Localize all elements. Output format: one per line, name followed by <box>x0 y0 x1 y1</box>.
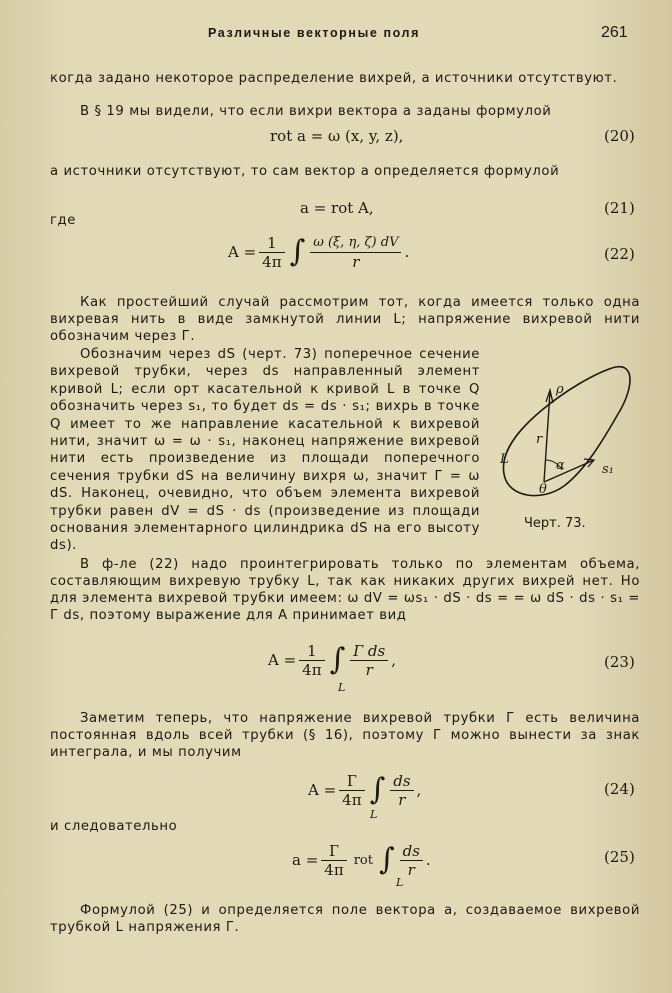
integral-sign: ∫ <box>378 842 395 877</box>
eq25-limit: L <box>396 876 404 889</box>
eq23-tail: , <box>391 651 396 669</box>
equation-22 <box>228 228 409 276</box>
eq24-int-den: r <box>398 790 406 809</box>
equation-20-number: (20) <box>604 127 635 145</box>
eq23-fraction <box>299 642 324 679</box>
eq25-lhs: a = <box>292 851 319 869</box>
equation-23-number: (23) <box>604 653 635 671</box>
eq24-fraction <box>339 772 364 809</box>
eq23-lhs: A = <box>268 651 297 669</box>
equation-24-number: (24) <box>604 780 635 798</box>
eq23-frac-den: 4π <box>302 660 322 679</box>
equation-21-number: (21) <box>604 199 635 217</box>
equation-22-number: (22) <box>604 245 635 263</box>
label-L: L <box>500 452 509 467</box>
eq24-frac-den: 4π <box>342 790 362 809</box>
equation-23 <box>268 636 396 684</box>
eq22-tail: . <box>404 243 410 261</box>
eq24-lhs: A = <box>308 781 337 799</box>
eq25-fraction <box>321 842 346 879</box>
label-r: r <box>536 432 543 447</box>
eq24-limit: L <box>370 808 378 821</box>
page-header <box>0 24 672 48</box>
label-rho: ρ <box>556 382 564 397</box>
eq24-frac-num: Г <box>339 772 364 791</box>
paragraph-7: В ф-ле (22) надо проинтегрировать только по элементам объема, составляющим вихревую трубку L, так как никаких других вихрей нет. Но для элемента вихревой трубки имеем: ω dV = ωs₁ · dS · ds = = ω dS · ds · s₁ = Г ds, поэтому выражение для A принимает вид <box>50 557 640 623</box>
eq22-frac-den: 4π <box>262 252 282 271</box>
eq23-limit: L <box>338 681 346 694</box>
eq22-lhs: A = <box>228 243 257 261</box>
label-theta: θ <box>539 482 547 497</box>
paragraph-3: а источники отсутствуют, то сам вектор a определяется формулой <box>50 164 560 179</box>
eq25-tail: . <box>425 851 431 869</box>
eq25-int-num: ds <box>400 842 423 861</box>
paragraph-9: и следовательно <box>50 819 178 834</box>
equation-24 <box>308 766 421 814</box>
label-alpha: α <box>556 458 565 473</box>
running-head: Различные векторные поля <box>208 26 420 40</box>
paragraph-4: где <box>50 213 76 228</box>
eq23-frac-num: 1 <box>299 642 324 661</box>
eq22-int-den: r <box>352 252 360 271</box>
eq25-int-den: r <box>407 860 415 879</box>
eq23-int-num: Г ds <box>350 642 388 661</box>
eq23-int-den: r <box>365 660 373 679</box>
eq22-frac-num: 1 <box>259 234 284 253</box>
eq24-integrand <box>390 772 413 809</box>
eq22-fraction <box>259 234 284 271</box>
tangent-s1-line <box>544 460 594 482</box>
paragraph-6: Обозначим через dS (черт. 73) поперечное сечение вихревой трубки, через ds направленный элемент кривой L; если орт касательной к кривой L в точке Q обозначить через s₁, то будет ds = ds · s₁; вихрь в точке Q имеет то же направление касательной к вихревой нити, значит ω = ω · s₁, наконец напряжение вихревой нити есть произведение из площади поперечного сечения трубки dS на величину вихря ω, значит Г = ω dS. Наконец, очевидно, что объем элемента вихревой трубки равен dV = dS · ds (произведение из площади основания элементарного цилиндрика dS на его высоту ds). <box>50 347 480 554</box>
eq25-frac-num: Г <box>321 842 346 861</box>
paragraph-10: Формулой (25) и определяется поле вектора a, создаваемое вихревой трубкой L напряжения Г. <box>50 903 640 935</box>
paragraph-2: В § 19 мы видели, что если вихри вектора a заданы формулой <box>80 104 552 119</box>
integral-sign: ∫ <box>329 642 346 677</box>
figure-caption: Черт. 73. <box>524 516 586 531</box>
eq25-rot: rot <box>353 852 373 868</box>
label-s1: s₁ <box>602 462 614 477</box>
paragraph-8: Заметим теперь, что напряжение вихревой трубки Г есть величина постоянная вдоль всей трубки (§ 16), поэтому Г можно вынести за знак интеграла, и мы получим <box>50 711 640 760</box>
eq23-integrand <box>350 642 388 679</box>
paragraph-1: когда задано некоторое распределение вихрей, а источники отсутствуют. <box>50 71 618 86</box>
figure-73 <box>490 362 640 512</box>
eq22-integrand <box>310 234 401 271</box>
integral-sign: ∫ <box>289 234 306 269</box>
eq24-int-num: ds <box>390 772 413 791</box>
page-number: 261 <box>601 24 628 41</box>
equation-25 <box>292 836 431 884</box>
paragraph-5: Как простейший случай рассмотрим тот, когда имеется только одна вихревая нить в виде замкнутой линии L; напряжение вихревой нити обозначим через Г. <box>50 295 640 344</box>
equation-25-number: (25) <box>604 848 635 866</box>
equation-21: a = rot A, <box>300 199 374 217</box>
eq25-integrand <box>400 842 423 879</box>
eq22-int-num: ω (ξ, η, ζ) dV <box>310 234 401 253</box>
integral-sign: ∫ <box>369 772 386 807</box>
eq24-tail: , <box>416 781 422 799</box>
eq25-frac-den: 4π <box>324 860 344 879</box>
vortex-loop-diagram <box>490 362 640 512</box>
equation-20: rot a = ω (x, y, z), <box>270 127 404 145</box>
